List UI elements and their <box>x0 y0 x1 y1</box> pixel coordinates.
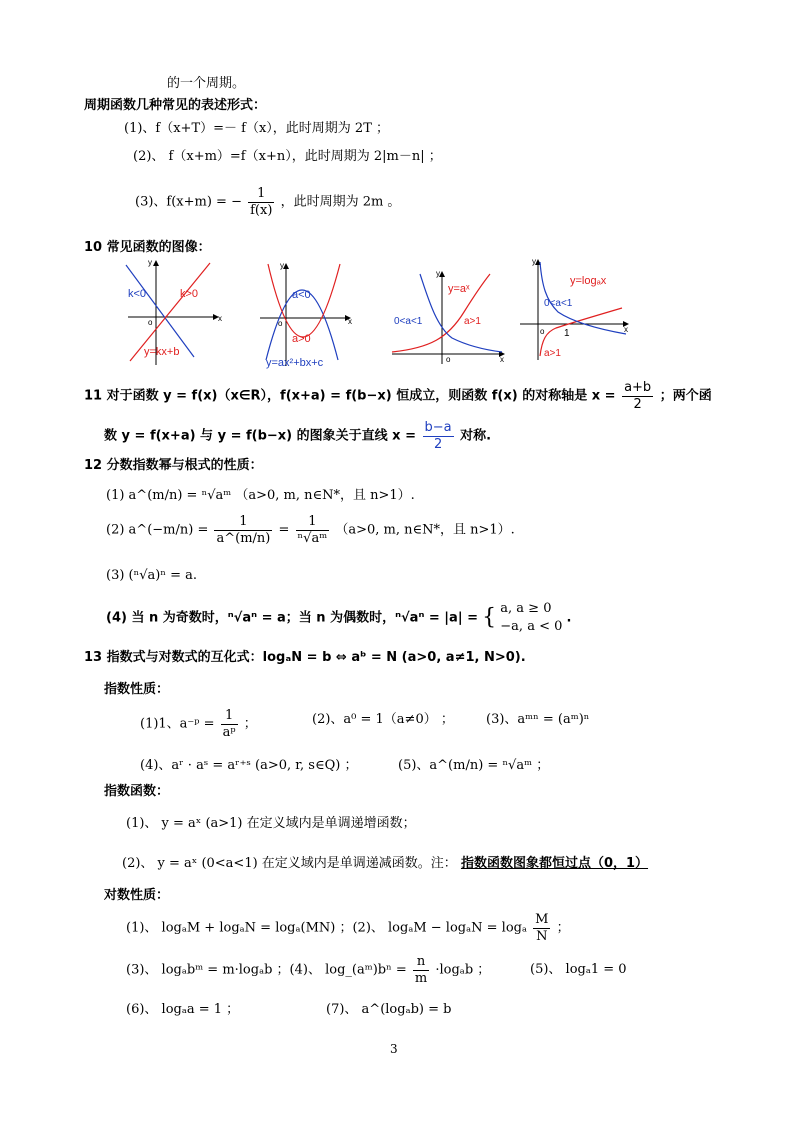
a-pos-label: a>0 <box>292 333 311 345</box>
heading-12: 12 分数指数幂与根式的性质： <box>84 458 263 473</box>
line-k-neg <box>126 265 194 357</box>
one-label: 1 <box>564 328 570 339</box>
r2-right: （a>0, m, n∈N*，且 n>1）. <box>335 522 515 538</box>
s11-text-a: 11 对于函数 y = f(x)（x∈R），f(x+a) = f(b−x) 恒成立，则函数 f(x) 的对称轴是 x = <box>84 388 616 404</box>
heading-exp-function: 指数函数： <box>104 784 170 799</box>
lg3-left: (3)、 logₐbᵐ = m·logₐb ；(4)、 log_(aᵐ)bⁿ = <box>126 962 407 978</box>
r4-case-1: a, a ≥ 0 <box>500 601 552 616</box>
r4-left: (4) 当 n 为奇数时，ⁿ√aⁿ = a；当 n 为偶数时，ⁿ√aⁿ = |a| = <box>106 610 478 626</box>
linear-graph <box>118 257 228 369</box>
exp-property-3: (3)、aᵐⁿ = (aᵐ)ⁿ <box>486 712 590 727</box>
origin-label: o <box>278 319 283 328</box>
linear-eq-label: y=kx+b <box>144 346 180 358</box>
e1-left: (1)1、a⁻ᵖ = <box>140 716 215 732</box>
y-axis-label: y <box>280 261 284 270</box>
log-property-3-4 <box>126 954 490 986</box>
heading-exp-properties: 指数性质： <box>104 682 170 697</box>
p3-left: (3)、f(x+m) = − <box>135 194 242 210</box>
r2-numerator: 1 <box>214 514 272 531</box>
origin-label: o <box>540 327 545 336</box>
r2-denominator: a^(m/n) <box>216 530 271 546</box>
e1-denominator: aᵖ <box>222 724 236 740</box>
p3-numerator: 1 <box>248 186 274 203</box>
log-property-5: (5)、 logₐ1 = 0 <box>530 962 627 977</box>
log-small-label: 0<a<1 <box>544 298 573 309</box>
exp-property-2: (2)、a⁰ = 1（a≠0） ； <box>312 712 454 727</box>
y-axis-label: y <box>148 258 152 267</box>
lg1-right: ； <box>556 920 570 936</box>
f2-note: 指数函数图象都恒过点（0，1） <box>460 856 649 871</box>
exp-function-1: (1)、 y = aˣ (a>1) 在定义域内是单调递增函数； <box>126 816 416 831</box>
x-axis-label: x <box>218 314 222 323</box>
heading-periodic: 周期函数几种常见的表述形式： <box>84 98 267 113</box>
periodic-form-2: (2)、 f（x+m）=f（x+n），此时周期为 2|m－n| ； <box>133 149 442 164</box>
r2-left: (2) a^(−m/n) = <box>106 522 209 538</box>
origin-label: o <box>148 318 153 327</box>
radical-rule-4 <box>106 600 571 636</box>
quadratic-graph <box>258 260 358 370</box>
r2-numerator2: 1 <box>296 514 330 531</box>
radical-rule-2 <box>106 514 515 546</box>
heading-13: 13 指数式与对数式的互化式：logₐN = b ⇔ aᵇ = N (a>0, a≠1, N>0). <box>84 650 526 665</box>
a-neg-label: a<0 <box>292 289 311 301</box>
heading-log-properties: 对数性质： <box>104 888 170 903</box>
r4-case-2: −a, a < 0 <box>500 619 563 635</box>
e1-right: ； <box>243 716 257 732</box>
section-11-line1 <box>84 380 712 412</box>
k-pos-label: k>0 <box>180 288 199 300</box>
quadratic-eq-label: y=ax²+bx+c <box>266 357 324 369</box>
log-eq-label: y=logₐx <box>570 275 607 287</box>
log-property-6: (6)、 logₐa = 1 ； <box>126 1002 240 1017</box>
lg1-numerator: M <box>535 912 549 927</box>
exp-function-2 <box>122 856 648 872</box>
p3-denominator: f(x) <box>250 202 273 218</box>
s11-text-d: 对称. <box>460 428 492 444</box>
s11-text-c: 数 y = f(x+a) 与 y = f(b−x) 的图象关于直线 x = <box>104 428 416 444</box>
section-11-line2 <box>104 420 491 452</box>
p3-right: ，此时周期为 2m 。 <box>280 194 401 210</box>
f2-text: (2)、 y = aˣ (0<a<1) 在定义域内是单调递减函数。注： <box>122 856 457 871</box>
lg4-right: ·logₐb ； <box>435 962 491 978</box>
x-axis-label: x <box>348 317 352 326</box>
s11-text-b: ；两个函 <box>659 388 712 404</box>
lg4-denominator: m <box>414 970 428 986</box>
x-axis-label: x <box>624 325 628 334</box>
s11-numerator: a+b <box>624 380 652 395</box>
exp-property-5: (5)、a^(m/n) = ⁿ√aᵐ ； <box>398 758 550 773</box>
s11-denominator2: 2 <box>433 436 443 452</box>
page-number: 3 <box>390 1042 398 1056</box>
exp-property-1 <box>140 708 257 740</box>
log-property-7: (7)、 a^(logₐb) = b <box>326 1002 452 1017</box>
origin-label: o <box>446 355 451 364</box>
r4-end: . <box>566 610 572 626</box>
exp-property-4: (4)、aʳ · aˢ = aʳ⁺ˢ (a>0, r, s∈Q) ； <box>140 758 358 773</box>
heading-graphs: 10 常见函数的图像： <box>84 240 211 255</box>
periodic-form-1: (1)、f（x+T）=－ f（x），此时周期为 2T ； <box>124 121 389 136</box>
lg4-numerator: n <box>413 954 429 971</box>
logarithm-graph <box>518 256 636 364</box>
exp-eq-label: y=aˣ <box>448 283 470 295</box>
exponential-graph <box>390 268 510 366</box>
r4-brace: { <box>482 604 497 630</box>
e1-numerator: 1 <box>221 708 238 725</box>
y-axis-label: y <box>436 269 440 278</box>
lg1-denominator: N <box>536 928 548 944</box>
r2-equals: = <box>278 522 290 538</box>
log-large-label: a>1 <box>544 348 561 359</box>
exp-curve-a-large <box>392 274 490 352</box>
x-axis-label: x <box>500 355 504 364</box>
lg1-left: (1)、 logₐM + logₐN = logₐ(MN) ；(2)、 logₐM − logₐN = logₐ <box>126 920 527 936</box>
s11-denominator: 2 <box>633 396 642 412</box>
log-property-1-2 <box>126 912 570 944</box>
k-neg-label: k<0 <box>128 288 147 300</box>
continuation-line: 的一个周期。 <box>167 76 246 91</box>
exp-small-label: 0<a<1 <box>394 316 423 327</box>
s11-numerator2: b−a <box>424 420 452 435</box>
radical-rule-1: (1) a^(m/n) = ⁿ√aᵐ （a>0, m, n∈N*，且 n>1）. <box>106 488 415 503</box>
r2-denominator2: ⁿ√aᵐ <box>297 530 328 546</box>
exp-large-label: a>1 <box>464 316 481 327</box>
periodic-form-3 <box>135 186 400 218</box>
radical-rule-3: (3) (ⁿ√a)ⁿ = a. <box>106 568 198 583</box>
y-axis-label: y <box>532 257 536 266</box>
